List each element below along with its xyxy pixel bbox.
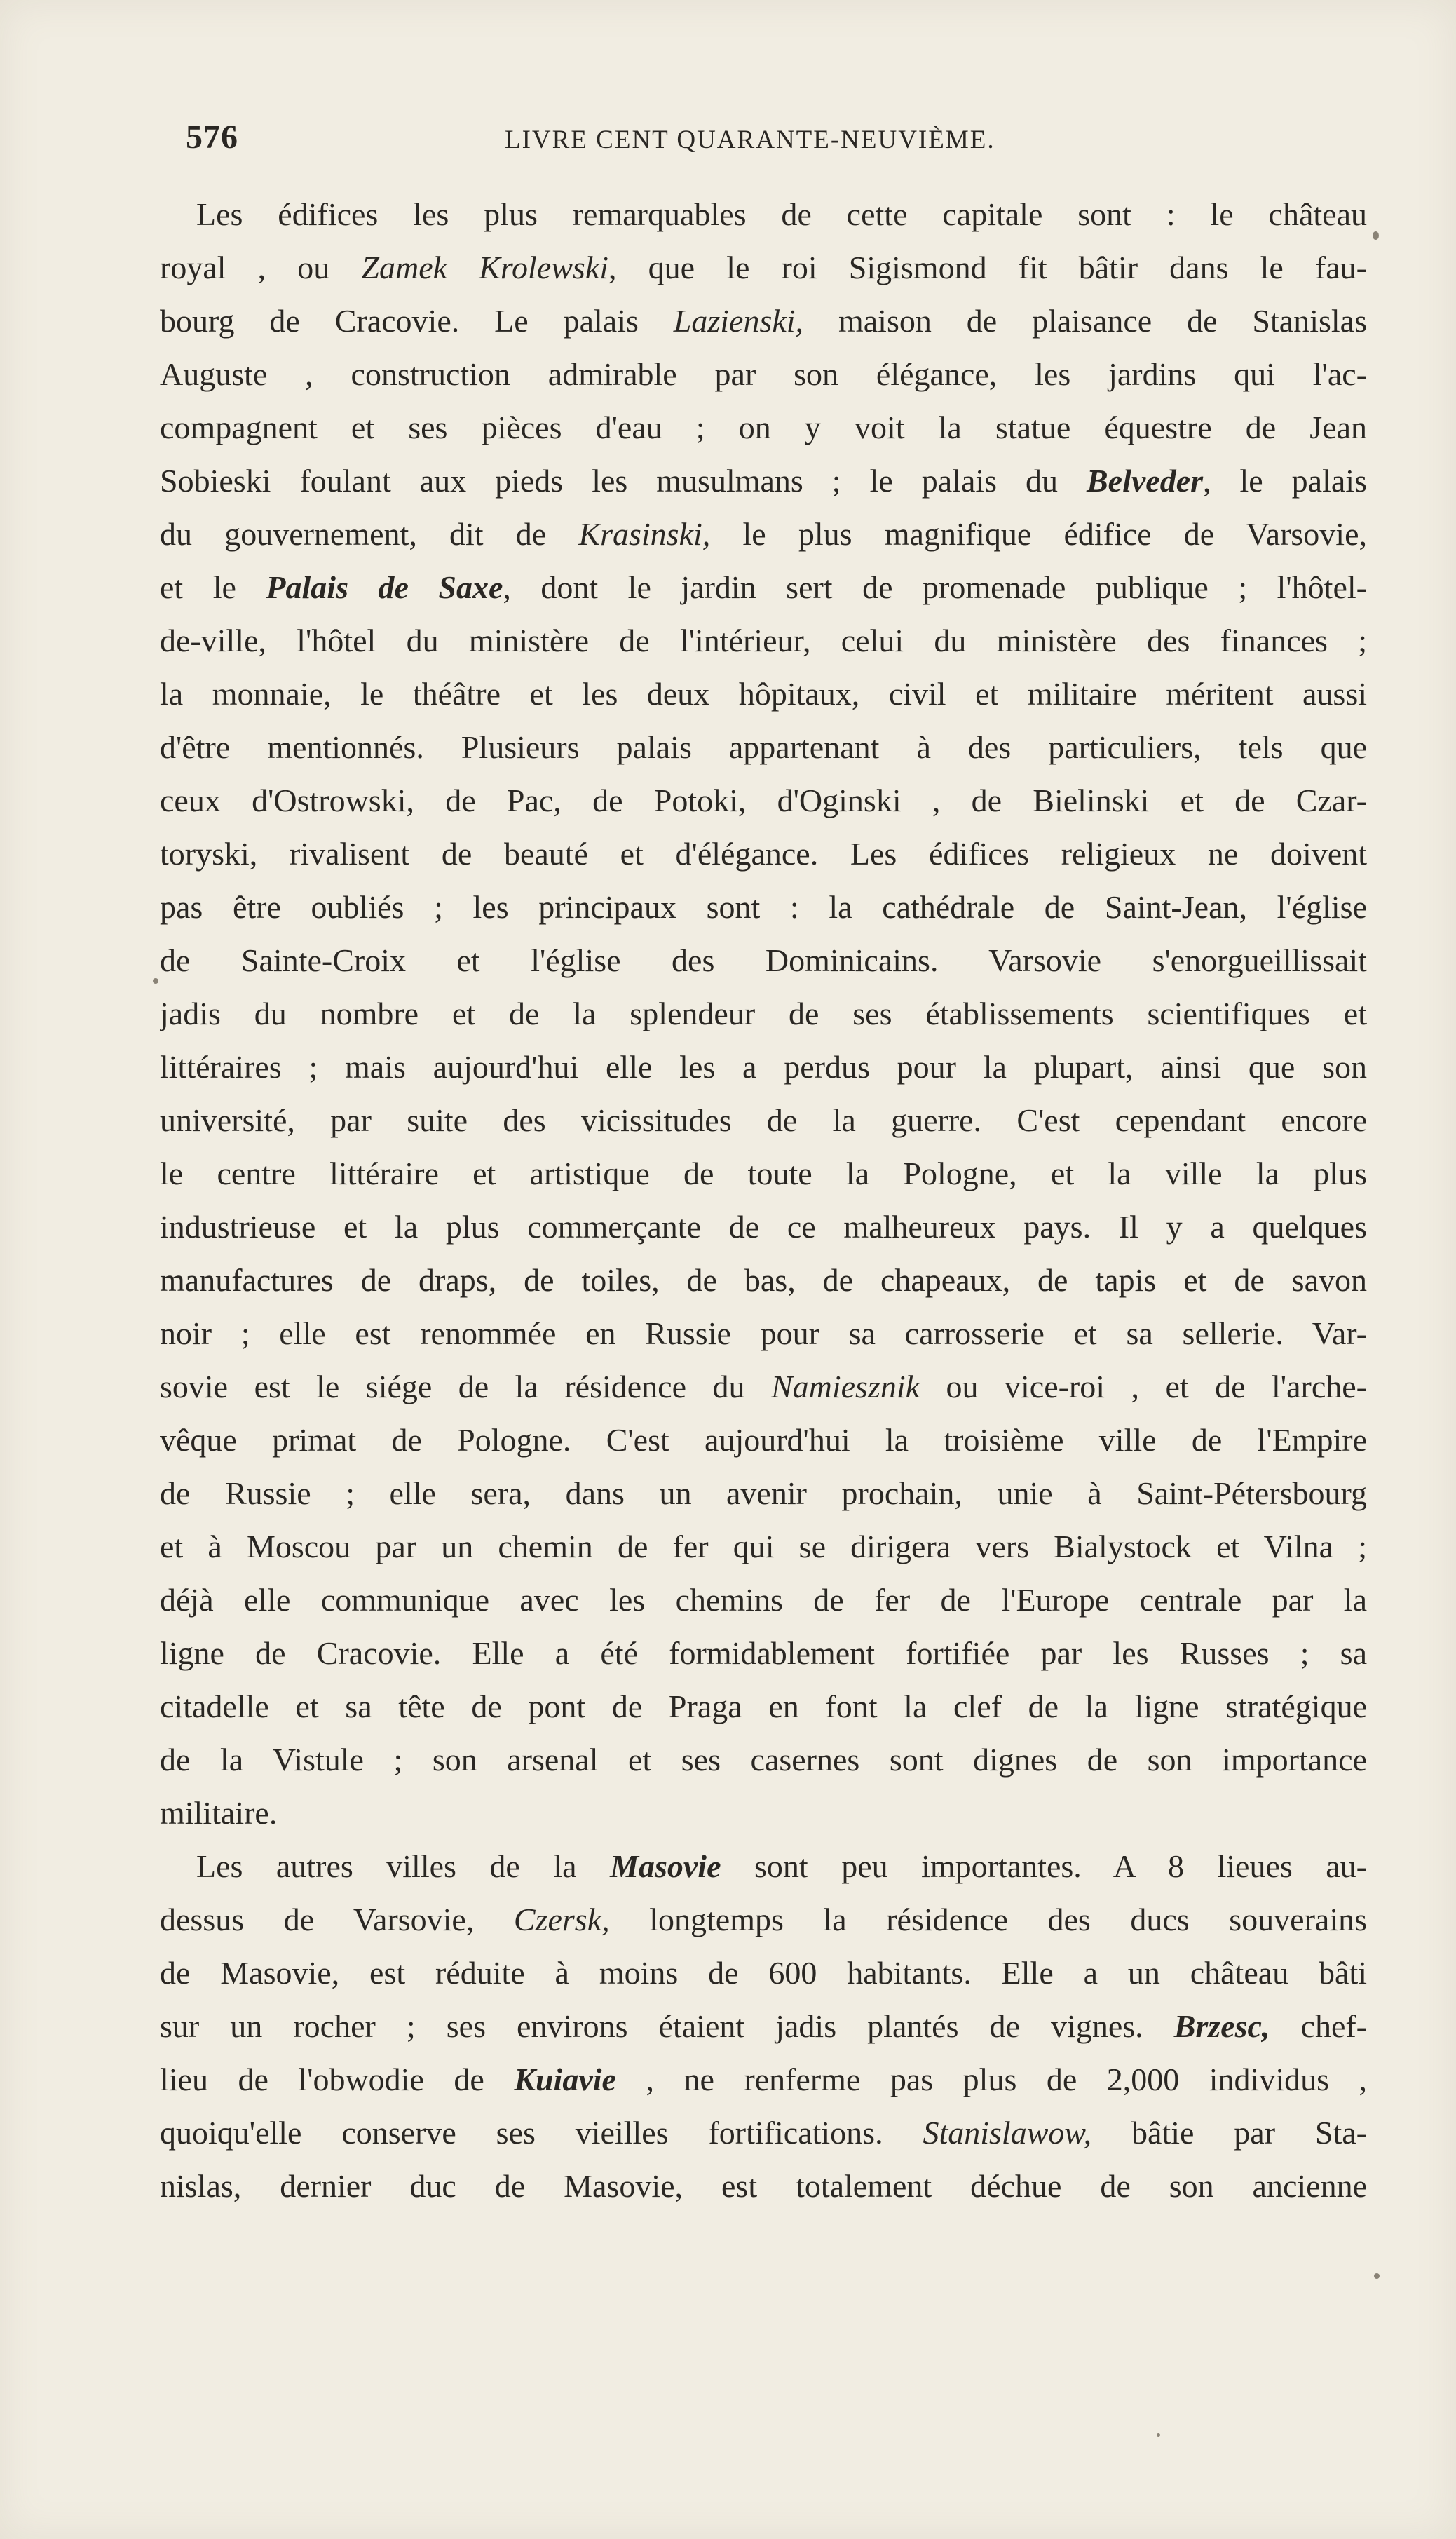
running-title: LIVRE CENT QUARANTE-NEUVIÈME. — [505, 126, 995, 154]
text-run: , le palais — [1203, 463, 1367, 499]
text-run: industrieuse et la plus commerçante de ce malheureux pays. Il y a quelques — [160, 1209, 1367, 1245]
italic-term: Belveder — [1087, 463, 1204, 499]
text-run: Les édifices les plus remarquables de cette capitale sont : le château — [196, 196, 1367, 232]
text-line — [160, 348, 1367, 401]
text-run: Les autres villes de la — [196, 1848, 611, 1884]
text-line — [160, 188, 1367, 241]
text-run: chef- — [1270, 2008, 1367, 2044]
text-line — [160, 2053, 1367, 2106]
text-run: sont peu importantes. A 8 lieues au- — [721, 1848, 1367, 1884]
text-line — [160, 1893, 1367, 1946]
text-run: littéraires ; mais aujourd'hui elle les a perdus pour la plupart, ainsi que son — [160, 1049, 1367, 1085]
text-run: royal , ou — [160, 250, 362, 285]
text-run: Auguste , construction admirable par son élégance, les jardins qui l'ac- — [160, 356, 1367, 392]
text-run: sovie est le siége de la résidence du — [160, 1369, 771, 1404]
text-line — [160, 774, 1367, 827]
text-run: Sobieski foulant aux pieds les musulmans ; le palais du — [160, 463, 1087, 499]
text-run: université, par suite des vicissitudes de la guerre. C'est cependant encore — [160, 1102, 1367, 1138]
text-run: vêque primat de Pologne. C'est aujourd'hui la troisième ville de l'Empire — [160, 1422, 1367, 1458]
text-run: et le — [160, 569, 266, 605]
text-line — [160, 668, 1367, 721]
paragraph — [160, 1840, 1367, 2213]
text-run: longtemps la résidence des ducs souverains — [609, 1902, 1367, 1937]
italic-term: Kuiavie — [514, 2061, 616, 2097]
text-line — [160, 241, 1367, 294]
text-line — [160, 1627, 1367, 1680]
text-line — [160, 2000, 1367, 2053]
text-run: manufactures de draps, de toiles, de bas, de chapeaux, de tapis et de savon — [160, 1262, 1367, 1298]
text-run: quoiqu'elle conserve ses vieilles fortifications. — [160, 2115, 923, 2151]
text-run: compagnent et ses pièces d'eau ; on y voit la statue équestre de Jean — [160, 409, 1367, 445]
text-line — [160, 454, 1367, 508]
text-line — [160, 1414, 1367, 1467]
italic-term: Stanislawow, — [923, 2115, 1092, 2151]
text-line — [160, 987, 1367, 1041]
text-line — [160, 1254, 1367, 1307]
text-line — [160, 614, 1367, 668]
text-line — [160, 721, 1367, 774]
text-line — [160, 1467, 1367, 1520]
text-line — [160, 1094, 1367, 1147]
text-line — [160, 508, 1367, 561]
text-run: de la Vistule ; son arsenal et ses casernes sont dignes de son importance — [160, 1742, 1367, 1778]
text-line — [160, 1041, 1367, 1094]
text-run: de Russie ; elle sera, dans un avenir prochain, unie à Saint-Pétersbourg — [160, 1475, 1367, 1511]
paper-speck — [1374, 2273, 1380, 2279]
text-line — [160, 1573, 1367, 1627]
text-run: la monnaie, le théâtre et les deux hôpitaux, civil et militaire méritent aussi — [160, 676, 1367, 712]
text-run: jadis du nombre et de la splendeur de ses établissements scientifiques et — [160, 996, 1367, 1031]
text-run: sur un rocher ; ses environs étaient jadis plantés de vignes. — [160, 2008, 1174, 2044]
text-run: de Sainte-Croix et l'église des Dominicains. Varsovie s'enorgueillissait — [160, 942, 1367, 978]
text-line — [160, 1307, 1367, 1360]
text-line — [160, 1147, 1367, 1200]
text-line — [160, 1360, 1367, 1414]
italic-term: Zamek Krolewski — [361, 250, 609, 285]
text-run: le centre littéraire et artistique de toute la Pologne, et la ville la plus — [160, 1156, 1367, 1191]
italic-term: Lazienski, — [673, 303, 804, 339]
text-line — [160, 1733, 1367, 1787]
text-run: bâtie par Sta- — [1091, 2115, 1367, 2151]
text-line — [160, 2106, 1367, 2160]
text-run: lieu de l'obwodie de — [160, 2061, 515, 2097]
text-line — [160, 1520, 1367, 1573]
text-line — [160, 1680, 1367, 1733]
text-line — [160, 1200, 1367, 1254]
text-run: noir ; elle est renommée en Russie pour sa carrosserie et sa sellerie. Var- — [160, 1315, 1367, 1351]
text-run: d'être mentionnés. Plusieurs palais appartenant à des particuliers, tels que — [160, 729, 1367, 765]
text-run: ligne de Cracovie. Elle a été formidablement fortifiée par les Russes ; sa — [160, 1635, 1367, 1671]
text-line — [160, 561, 1367, 614]
running-header — [186, 118, 1363, 160]
text-run: militaire. — [160, 1795, 278, 1831]
text-run: dessus de Varsovie, — [160, 1902, 514, 1937]
text-run: de Masovie, est réduite à moins de 600 habitants. Elle a un château bâti — [160, 1955, 1367, 1991]
italic-term: Namiesznik — [770, 1369, 920, 1404]
text-line — [160, 827, 1367, 881]
italic-term: Masovie — [610, 1848, 721, 1884]
paper-speck — [1157, 2433, 1160, 2437]
text-line — [160, 2160, 1367, 2213]
italic-term: Palais de Saxe — [266, 569, 503, 605]
text-run: pas être oubliés ; les principaux sont : la cathédrale de Saint-Jean, l'église — [160, 889, 1367, 925]
text-line — [160, 401, 1367, 454]
text-line — [160, 881, 1367, 934]
text-line — [160, 1787, 1367, 1840]
text-run: , ne renferme pas plus de 2,000 individus , — [615, 2061, 1367, 2097]
text-line — [160, 1946, 1367, 2000]
italic-term: Czersk, — [513, 1902, 610, 1937]
text-run: déjà elle communique avec les chemins de fer de l'Europe centrale par la — [160, 1582, 1367, 1618]
text-line — [160, 1840, 1367, 1893]
text-run: , que le roi Sigismond fit bâtir dans le fau- — [608, 250, 1367, 285]
text-run: ou vice-roi , et de l'arche- — [920, 1369, 1367, 1404]
text-run: bourg de Cracovie. Le palais — [160, 303, 674, 339]
text-run: le plus magnifique édifice de Varsovie, — [710, 516, 1367, 552]
text-line — [160, 294, 1367, 348]
text-run: et à Moscou par un chemin de fer qui se dirigera vers Bialystock et Vilna ; — [160, 1529, 1367, 1564]
text-run: de-ville, l'hôtel du ministère de l'intérieur, celui du ministère des finances ; — [160, 623, 1367, 658]
paper-speck — [153, 978, 158, 984]
italic-term: Brzesc, — [1173, 2008, 1270, 2044]
paragraph — [160, 188, 1367, 1840]
paper-speck — [1373, 231, 1379, 240]
text-run: maison de plaisance de Stanislas — [803, 303, 1367, 339]
text-run: nislas, dernier duc de Masovie, est totalement déchue de son ancienne — [160, 2168, 1367, 2204]
text-run: du gouvernement, dit de — [160, 516, 579, 552]
text-run: citadelle et sa tête de pont de Praga en font la clef de la ligne stratégique — [160, 1688, 1367, 1724]
text-run: toryski, rivalisent de beauté et d'élégance. Les édifices religieux ne doivent — [160, 836, 1367, 872]
text-line — [160, 934, 1367, 987]
body-text — [160, 188, 1367, 2213]
page-number: 576 — [186, 119, 238, 156]
italic-term: Krasinski, — [578, 516, 711, 552]
text-run: ceux d'Ostrowski, de Pac, de Potoki, d'Oginski , de Bielinski et de Czar- — [160, 783, 1367, 818]
text-run: , dont le jardin sert de promenade publique ; l'hôtel- — [503, 569, 1367, 605]
